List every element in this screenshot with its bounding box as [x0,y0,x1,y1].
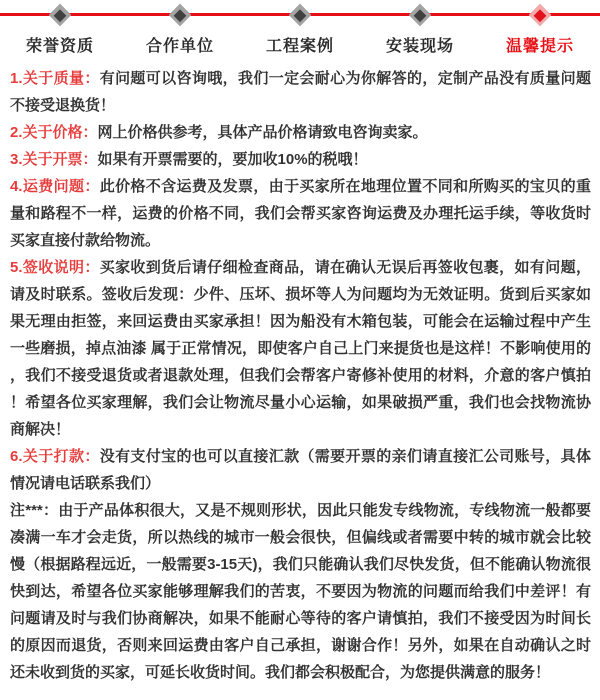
tab-label: 安装现场 [385,38,454,55]
notice-text: 此价格不含运费及发票，由于买家所在地理位置不同和所购买的宝贝的重量和路程不一样，运费的价格不同，我们会帮买家咨询运费及办理托运手续，等收货时买家直接付款给物流。 [10,178,591,249]
notice-item-logistics-note [10,497,591,686]
notice-item-shipping [10,173,591,254]
tab-partners[interactable] [120,0,240,56]
tab-installation-site[interactable] [360,0,480,56]
notice-label: 注***： [10,502,59,519]
diamond-marker-icon [409,4,432,27]
tab-label: 温馨提示 [505,38,574,55]
diamond-marker-inner [294,9,307,22]
notice-text: 买家收到货后请仔细检查商品，请在确认无误后再签收包裹，如有问题，请及时联系。签收后发现：少件、压坏、损坏等人为问题均为无效证明。货到后买家如果无理由拒签，来回运费由买家承担！因为船没有木箱包装，可能会在运输过程中产生一些磨损，掉点油漆 属于正常情况，即使客户自己上门来提货也是这样！不影响使用的，我们不接受退货或者退款处理，但我们会帮客户寄修补使用的材料，介意的客户慎拍！希望各位买家理解，我们会让物流尽量小心运输，如果破损严重，我们也会找物流协商解决！ [10,259,591,438]
notice-item-invoice [10,146,591,173]
tab-bar [0,0,600,54]
notice-item-acceptance [10,254,591,443]
diamond-marker-inner [414,9,427,22]
notice-label: 5.签收说明： [10,259,100,276]
diamond-marker-icon [289,4,312,27]
diamond-marker-icon [529,4,552,27]
diamond-marker-icon [169,4,192,27]
notice-label: 3.关于开票： [10,151,98,168]
notice-label: 4.运费问题： [10,178,100,195]
tab-list [0,0,600,54]
notice-label: 1.关于质量： [10,70,100,87]
diamond-marker-inner [174,9,187,22]
tab-honor-credentials[interactable] [0,0,120,56]
notice-label: 2.关于价格： [10,124,98,141]
tab-label: 工程案例 [265,38,334,55]
notice-item-payment [10,443,591,497]
diamond-marker-icon [49,4,72,27]
notice-text: 有问题可以咨询哦，我们一定会耐心为你解答的，定制产品没有质量问题不接受退换货！ [10,70,591,114]
notice-item-quality [10,65,591,119]
tab-project-cases[interactable] [240,0,360,56]
notice-text: 如果有开票需要的，要加收10%的税哦！ [97,151,368,168]
notice-text: 由于产品体积很大，又是不规则形状，因此只能发专线物流，专线物流一般都要凑满一车才会走货，所以热线的城市一般会很快，但偏线或者需要中转的城市就会比较慢（根据路程远近，一般需要3-15天)，我们只能确认我们尽快发货，但不能确认物流很快到达，希望各位买家能够理解我们的苦衷，不要因为物流的问题而给我们中差评！有问题请及时与我们协商解决，如果不能耐心等待的客户请慎拍，我们不接受因为时间长的原因而退货，否则来回运费由客户自己承担，谢谢合作！另外，如果在自动确认之时还未收到货的买家，可延长收货时间。我们都会积极配合，为您提供满意的服务！ [10,502,591,681]
diamond-marker-inner [54,9,67,22]
notice-text: 网上价格供参考，具体产品价格请致电咨询卖家。 [97,124,428,141]
tab-warm-tips[interactable] [480,0,600,56]
notice-text: 没有支付宝的也可以直接汇款（需要开票的亲们请直接汇公司账号，具体情况请电话联系我们） [10,448,591,492]
tab-label: 合作单位 [145,38,214,55]
diamond-marker-inner [534,9,547,22]
tab-label: 荣誉资质 [25,38,94,55]
notice-content [0,54,600,686]
notice-item-price [10,119,591,146]
notice-label: 6.关于打款： [10,448,100,465]
